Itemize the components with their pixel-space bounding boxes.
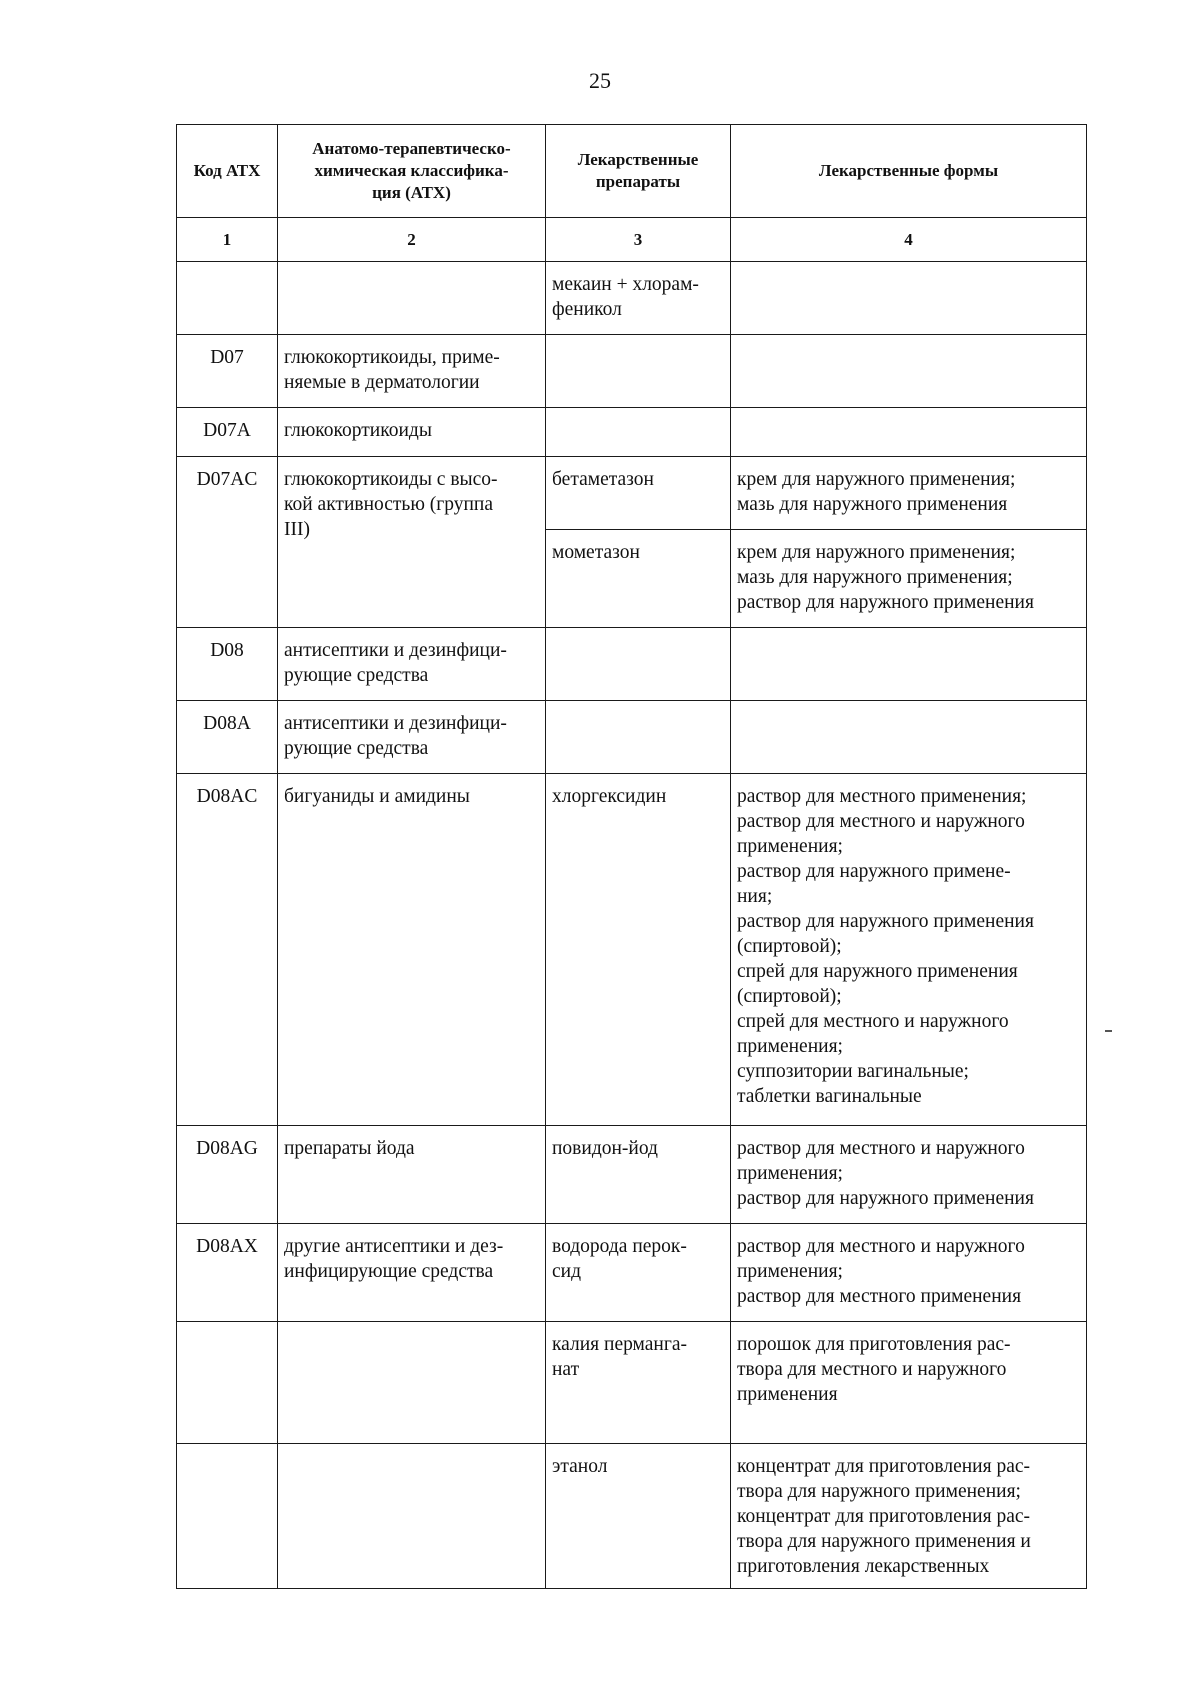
form-line: концентрат для приготовления рас- [737,1456,1030,1477]
form-line: раствор для местного применения; [737,786,1027,807]
form-line: мазь для наружного применения; [737,567,1013,588]
drug-line: водорода перок- [552,1236,687,1257]
header-atc-line: химическая классифика- [314,161,509,180]
atc-line: другие антисептики и дез- [284,1236,504,1257]
column-number-row [177,218,1087,262]
forms-cell [731,1322,1087,1444]
header-atc-line: Анатомо-терапевтическо- [312,139,511,158]
form-line: ния; [737,886,773,907]
header-atc-classification [278,125,546,218]
atc-cell [278,628,546,701]
form-line: раствор для местного и наружного [737,1236,1025,1257]
atc-cell [278,1126,546,1224]
drug-cell [546,701,731,774]
form-line: раствор для наружного применения [737,911,1034,932]
atc-cell [278,774,546,1126]
table-row [177,1126,1087,1224]
drug-cell [546,408,731,457]
column-number: 3 [546,218,731,262]
drug-line: сид [552,1261,582,1282]
code-cell: D08AG [177,1126,278,1224]
atc-line: глюкокортикоиды, приме- [284,347,500,368]
atc-line: кой активностью (группа [284,494,494,515]
form-line: раствор для наружного применения [737,592,1034,613]
form-line: твора для наружного применения и [737,1531,1031,1552]
form-line: раствор для наружного примене- [737,861,1011,882]
forms-cell [731,335,1087,408]
form-line: (спиртовой); [737,986,842,1007]
drug-cell: этанол [546,1444,731,1589]
form-line: твора для местного и наружного [737,1359,1007,1380]
form-line: приготовления лекарственных [737,1556,990,1577]
table-row [177,408,1087,457]
forms-cell [731,628,1087,701]
form-line: (спиртовой); [737,936,842,957]
forms-cell [731,530,1087,628]
form-line: спрей для наружного применения [737,961,1018,982]
drug-cell [546,1224,731,1322]
atc-line: антисептики и дезинфици- [284,713,507,734]
form-line: раствор для местного и наружного [737,811,1025,832]
form-line: крем для наружного применения; [737,469,1016,490]
drug-cell: мометазон [546,530,731,628]
table-row [177,1444,1087,1589]
forms-cell [731,701,1087,774]
drug-line: нат [552,1359,580,1380]
code-cell: D07 [177,335,278,408]
form-line: порошок для приготовления рас- [737,1334,1011,1355]
code-cell: D07AC [177,457,278,628]
form-line: раствор для наружного применения [737,1188,1034,1209]
header-dosage-forms: Лекарственные формы [731,125,1087,218]
table-row [177,628,1087,701]
atc-cell [278,1444,546,1589]
forms-cell [731,1224,1087,1322]
atc-cell [278,262,546,335]
code-cell: D07A [177,408,278,457]
column-number: 4 [731,218,1087,262]
drug-line: калия перманга- [552,1334,688,1355]
form-line: твора для наружного применения; [737,1481,1021,1502]
atc-cell [278,408,546,457]
form-line: раствор для местного и наружного [737,1138,1025,1159]
form-line: применения; [737,836,843,857]
atc-line: препараты йода [284,1138,415,1159]
table-row [177,701,1087,774]
header-drugs-line: Лекарственные [577,150,699,169]
form-line: таблетки вагинальные [737,1086,922,1107]
code-cell: D08A [177,701,278,774]
scan-mark [1105,1030,1112,1032]
forms-cell [731,1444,1087,1589]
code-cell: D08AX [177,1224,278,1322]
form-line: концентрат для приготовления рас- [737,1506,1030,1527]
table-row [177,774,1087,1126]
form-line: суппозитории вагинальные; [737,1061,969,1082]
form-line: мазь для наружного применения [737,494,1008,515]
code-cell: D08AC [177,774,278,1126]
table-row [177,335,1087,408]
code-cell: D08 [177,628,278,701]
drug-cell: повидон-йод [546,1126,731,1224]
header-atc-line: ция (АТХ) [372,183,451,202]
atc-line: бигуаниды и амидины [284,786,470,807]
atc-line: антисептики и дезинфици- [284,640,507,661]
table-row [177,262,1087,335]
code-cell [177,262,278,335]
drug-cell [546,1322,731,1444]
forms-cell [731,1126,1087,1224]
drug-cell [546,628,731,701]
code-cell [177,1444,278,1589]
form-line: спрей для местного и наружного [737,1011,1009,1032]
forms-cell [731,408,1087,457]
forms-cell [731,774,1087,1126]
drug-line: феникол [552,299,622,320]
column-number: 1 [177,218,278,262]
atc-line: рующие средства [284,665,429,686]
drug-cell [546,262,731,335]
atc-cell [278,335,546,408]
atc-line: глюкокортикоиды с высо- [284,469,498,490]
table-row [177,1322,1087,1444]
forms-cell [731,457,1087,530]
atc-line: глюкокортикоиды [284,420,432,441]
atc-line: няемые в дерматологии [284,372,480,393]
drug-cell [546,335,731,408]
table-row [177,457,1087,530]
form-line: применения; [737,1261,843,1282]
drug-cell: хлоргексидин [546,774,731,1126]
form-line: применения; [737,1163,843,1184]
atc-cell [278,457,546,628]
column-number: 2 [278,218,546,262]
form-line: крем для наружного применения; [737,542,1016,563]
atc-line: III) [284,519,310,540]
forms-cell [731,262,1087,335]
atc-line: инфицирующие средства [284,1261,494,1282]
form-line: применения [737,1384,838,1405]
header-drugs [546,125,731,218]
table-row [177,1224,1087,1322]
atc-line: рующие средства [284,738,429,759]
drug-cell: бетаметазон [546,457,731,530]
drug-line: мекаин + хлорам- [552,274,699,295]
header-code: Код АТХ [177,125,278,218]
code-cell [177,1322,278,1444]
atc-drug-table [176,124,1087,1589]
atc-cell [278,1224,546,1322]
form-line: применения; [737,1036,843,1057]
atc-cell [278,1322,546,1444]
page-number: 25 [589,68,611,93]
atc-cell [278,701,546,774]
header-drugs-line: препараты [595,172,681,191]
form-line: раствор для местного применения [737,1286,1022,1307]
header-row [177,125,1087,218]
